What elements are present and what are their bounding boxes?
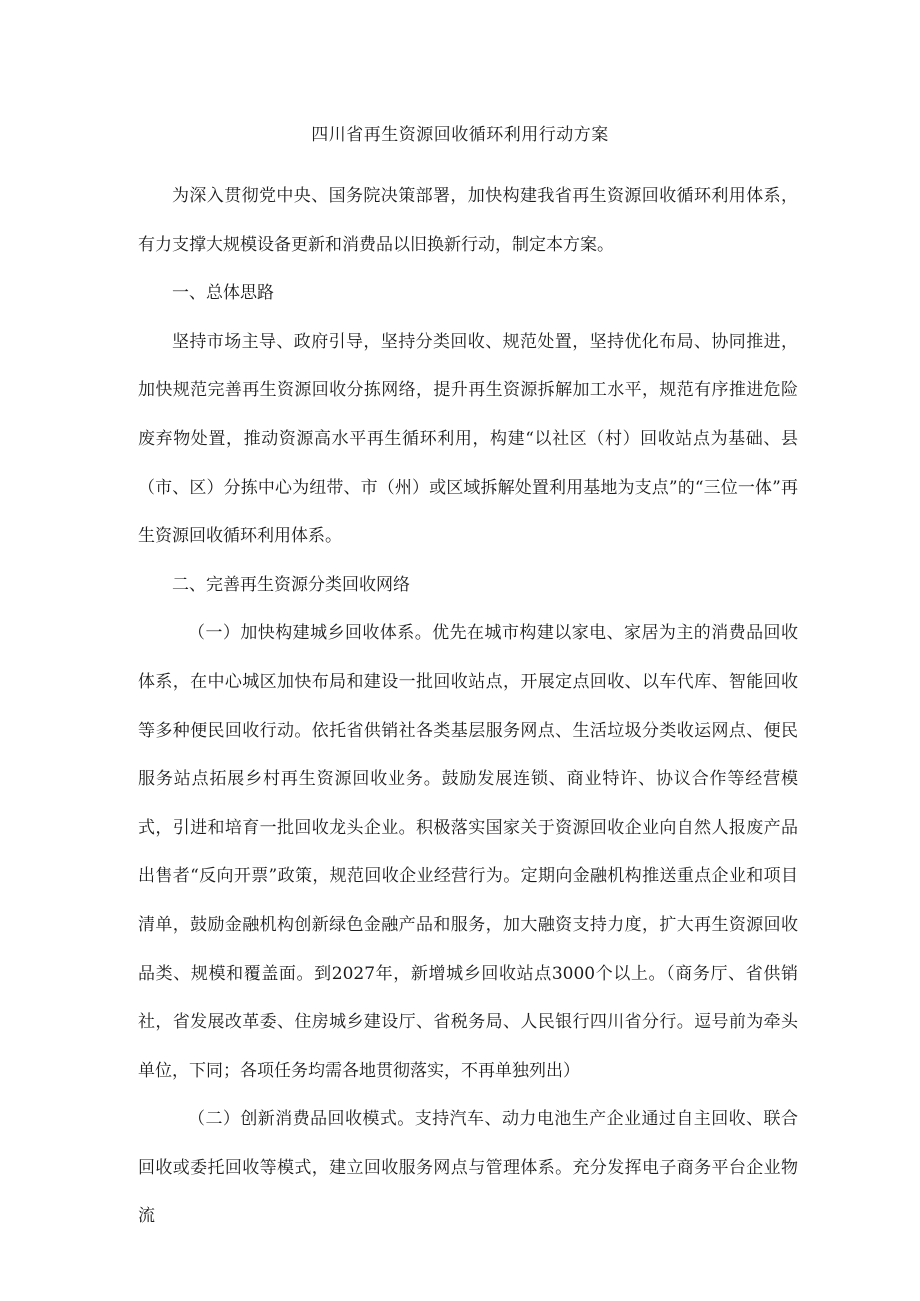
section-2-heading: 二、完善再生资源分类回收网络 [172,574,410,595]
section-2-item-2: （二）创新消费品回收模式。支持汽车、动力电池生产企业通过自主回收、联合回收或委托回收等模式，建立回收服务网点与管理体系。充分发挥电子商务平台企业物流 [138,1109,798,1227]
section-1-heading: 一、总体思路 [172,283,274,304]
intro-paragraph: 为深入贯彻党中央、国务院决策部署，加快构建我省再生资源回收循环利用体系，有力支撑大规模设备更新和消费品以旧换新行动，制定本方案。 [138,186,798,255]
section-1-paragraph: 坚持市场主导、政府引导，坚持分类回收、规范处置，坚持优化布局、协同推进，加快规范完善再生资源回收分拣网络，提升再生资源拆解加工水平，规范有序推进危险废弃物处置，推动资源高水平再生循环利用，构建“以社区（村）回收站点为基础、县（市、区）分拣中心为纽带、市（州）或区域拆解处置利用基地为支点”的“三位一体”再生资源回收循环利用体系。 [138,331,798,547]
section-2-item-1: （一）加快构建城乡回收体系。优先在城市构建以家电、家居为主的消费品回收体系，在中心城区加快布局和建设一批回收站点，开展定点回收、以车代库、智能回收等多种便民回收行动。依托省供销社各类基层服务网点、生活垃圾分类收运网点、便民服务站点拓展乡村再生资源回收业务。鼓励发展连锁、商业特许、协议合作等经营模式，引进和培育一批回收龙头企业。积极落实国家关于资源回收企业向自然人报废产品出售者“反向开票”政策，规范回收企业经营行为。定期向金融机构推送重点企业和项目清单，鼓励金融机构创新绿色金融产品和服务，加大融资支持力度，扩大再生资源回收品类、规模和覆盖面。到2027年，新增城乡回收站点3000个以上。（商务厅、省供销社，省发展改革委、住房城乡建设厅、省税务局、人民银行四川省分行。逗号前为牵头单位，下同；各项任务均需各地贯彻落实，不再单独列出） [138,623,798,1081]
document-title: 四川省再生资源回收循环利用行动方案 [311,125,609,145]
document-body [138,172,798,1241]
